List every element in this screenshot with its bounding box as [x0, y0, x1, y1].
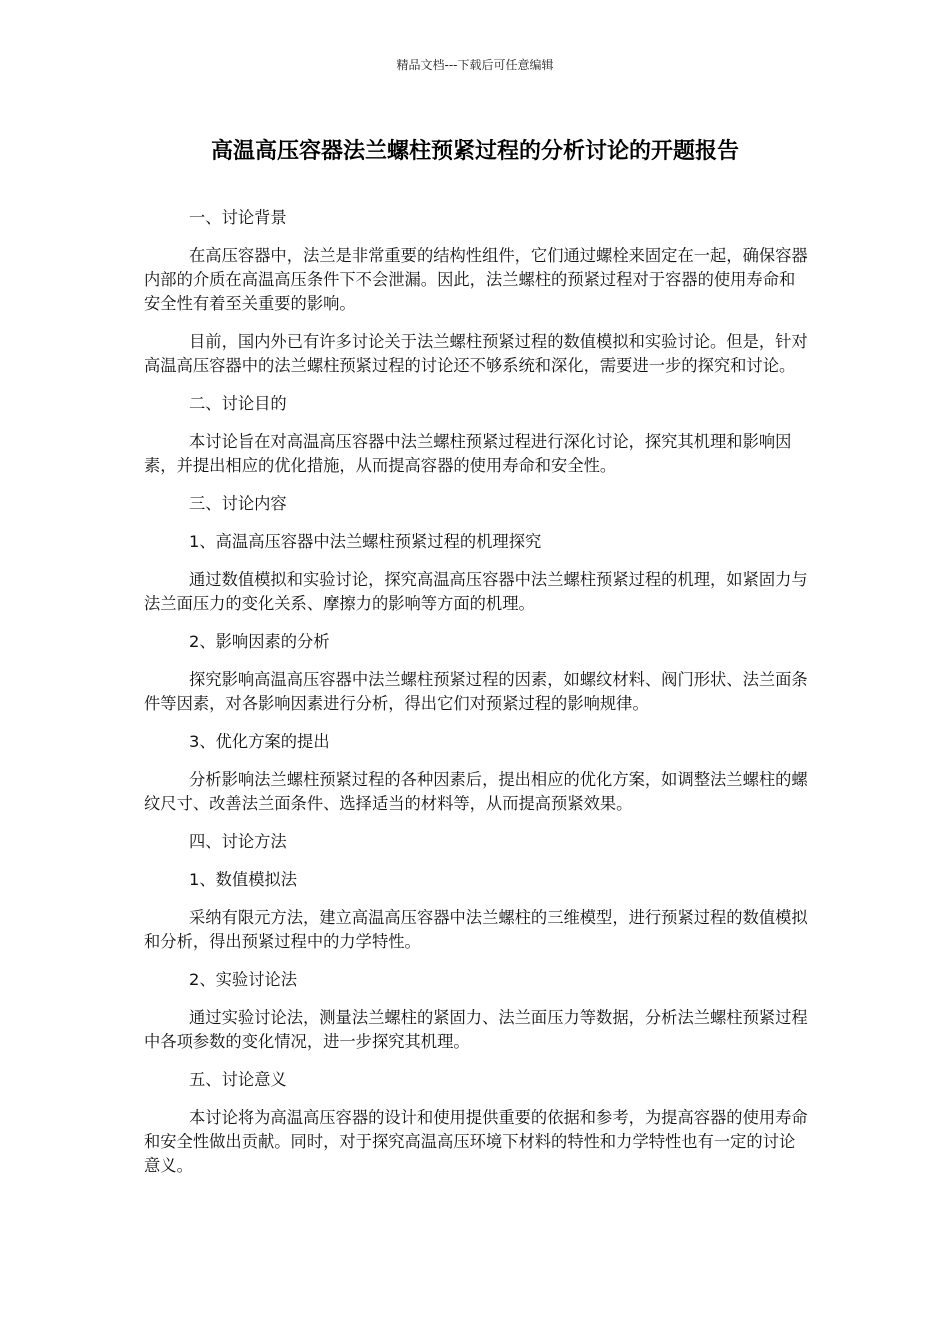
paragraph: 探究影响高温高压容器中法兰螺柱预紧过程的因素，如螺纹材料、阀门形状、法兰面条件等因素，对各影响因素进行分析，得出它们对预紧过程的影响规律。 [144, 670, 808, 713]
paragraph: 分析影响法兰螺柱预紧过程的各种因素后，提出相应的优化方案，如调整法兰螺柱的螺纹尺寸、改善法兰面条件、选择适当的材料等，从而提高预紧效果。 [144, 770, 808, 813]
section-heading: 五、讨论意义 [189, 1070, 287, 1089]
subsection-heading: 3、优化方案的提出 [189, 732, 330, 751]
section-heading: 四、讨论方法 [189, 832, 287, 851]
paragraph: 在高压容器中，法兰是非常重要的结构性组件，它们通过螺栓来固定在一起，确保容器内部的介质在高温高压条件下不会泄漏。因此，法兰螺柱的预紧过程对于容器的使用寿命和安全性有着至关重要的影响。 [144, 246, 808, 313]
paragraph: 本讨论将为高温高压容器的设计和使用提供重要的依据和参考，为提高容器的使用寿命和安全性做出贡献。同时，对于探究高温高压环境下材料的特性和力学特性也有一定的讨论意义。 [144, 1108, 808, 1175]
paragraph: 采纳有限元方法，建立高温高压容器中法兰螺柱的三维模型，进行预紧过程的数值模拟和分析，得出预紧过程中的力学特性。 [144, 908, 808, 951]
subsection-heading: 1、高温高压容器中法兰螺柱预紧过程的机理探究 [189, 532, 542, 551]
section-heading: 一、讨论背景 [189, 208, 287, 227]
document-title: 高温高压容器法兰螺柱预紧过程的分析讨论的开题报告 [210, 139, 739, 164]
paragraph: 目前，国内外已有许多讨论关于法兰螺柱预紧过程的数值模拟和实验讨论。但是，针对高温高压容器中的法兰螺柱预紧过程的讨论还不够系统和深化，需要进一步的探究和讨论。 [144, 332, 808, 375]
subsection-heading: 2、影响因素的分析 [189, 632, 330, 651]
section-heading: 三、讨论内容 [189, 494, 287, 513]
subsection-heading: 2、实验讨论法 [189, 970, 298, 989]
section-heading: 二、讨论目的 [189, 394, 287, 413]
paragraph: 通过实验讨论法，测量法兰螺柱的紧固力、法兰面压力等数据，分析法兰螺柱预紧过程中各项参数的变化情况，进一步探究其机理。 [144, 1008, 808, 1051]
subsection-heading: 1、数值模拟法 [189, 870, 298, 889]
paragraph: 通过数值模拟和实验讨论，探究高温高压容器中法兰螺柱预紧过程的机理，如紧固力与法兰面压力的变化关系、摩擦力的影响等方面的机理。 [144, 570, 808, 613]
document-body [144, 206, 810, 1192]
paragraph: 本讨论旨在对高温高压容器中法兰螺柱预紧过程进行深化讨论，探究其机理和影响因素，并提出相应的优化措施，从而提高容器的使用寿命和安全性。 [144, 432, 792, 475]
page-header-note: 精品文档---下载后可任意编辑 [396, 58, 554, 72]
